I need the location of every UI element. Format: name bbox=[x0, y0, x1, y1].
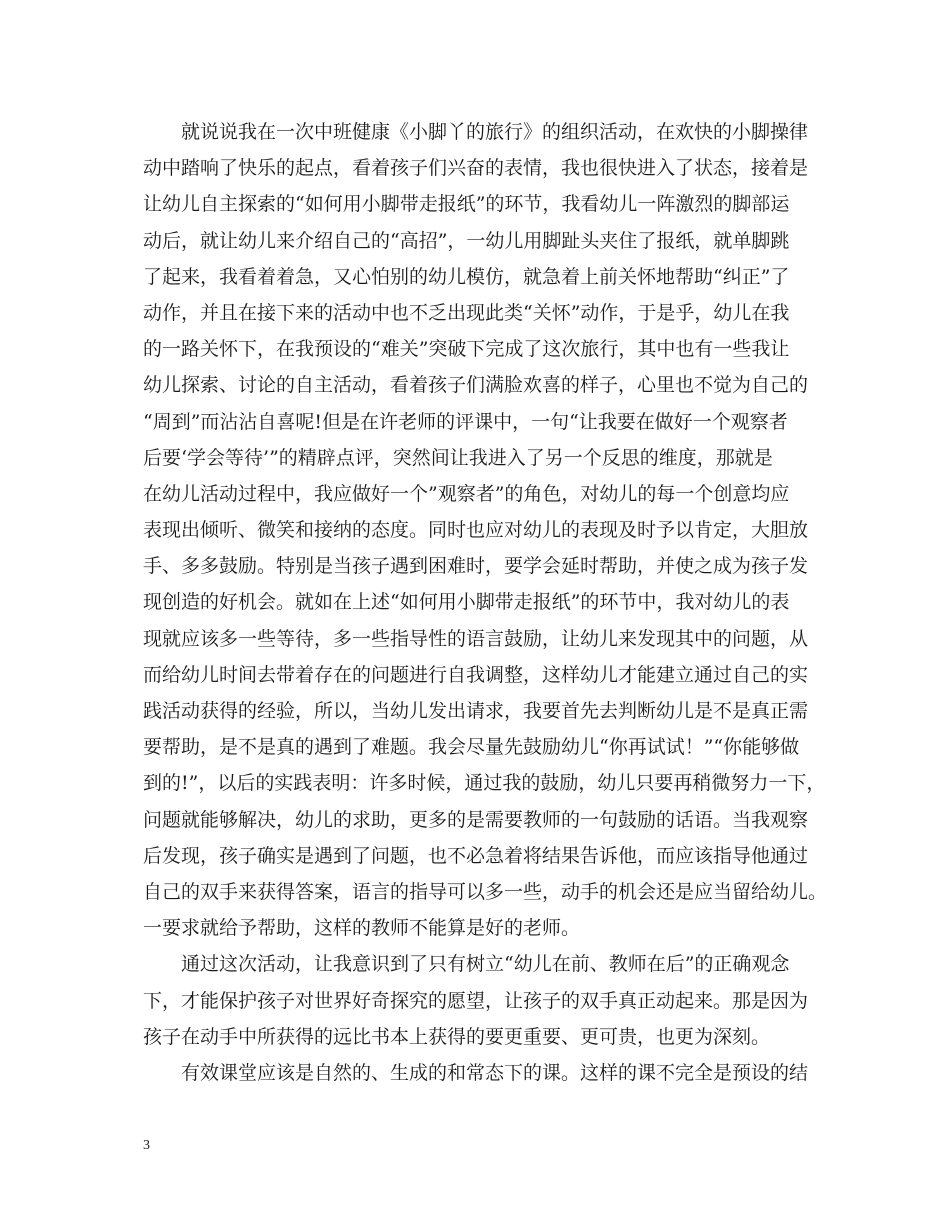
text-line-7: 的一路关怀下，在我预设的“难关”突破下完成了这次旅行，其中也有一些我让 bbox=[143, 338, 790, 361]
text-line-23: 一要求就给予帮助，这样的教师不能算是好的老师。 bbox=[143, 917, 581, 940]
text-line-1: 就说说我在一次中班健康《小脚丫的旅行》的组织活动，在欢快的小脚操律 bbox=[181, 121, 809, 143]
text-line-13: 手、多多鼓励。特别是当孩子遇到困难时，要学会延时帮助，并使之成为孩子发 bbox=[143, 555, 809, 578]
text-line-18: 要帮助，是不是真的遇到了难题。我会尽量先鼓励幼儿“你再试试！”“你能够做 bbox=[143, 736, 800, 759]
text-line-22: 自己的双手来获得答案，语言的指导可以多一些，动手的机会还是应当留给幼儿。 bbox=[143, 880, 828, 903]
text-line-11: 在幼儿活动过程中，我应做好一个”观察者”的角色，对幼儿的每一个创意均应 bbox=[143, 482, 790, 505]
text-line-27: 有效课堂应该是自然的、生成的和常态下的课。这样的课不完全是预设的结 bbox=[181, 1061, 809, 1084]
text-line-12: 表现出倾听、微笑和接纳的态度。同时也应对幼儿的表现及时予以肯定，大胆放 bbox=[143, 519, 809, 542]
text-line-9: “周到”而沾沾自喜呢!但是在许老师的评课中，一句“让我要在做好一个观察者 bbox=[143, 410, 788, 433]
text-line-24: 通过这次活动，让我意识到了只有树立“幼儿在前、教师在后”的正确观念 bbox=[181, 953, 790, 976]
text-line-8: 幼儿探索、讨论的自主活动，看着孩子们满脸欢喜的样子，心里也不觉为自己的 bbox=[143, 374, 809, 397]
text-line-6: 动作，并且在接下来的活动中也不乏出现此类“关怀”动作，于是乎，幼儿在我 bbox=[143, 301, 790, 324]
text-line-2: 动中踏响了快乐的起点，看着孩子们兴奋的表情，我也很快进入了状态，接着是 bbox=[143, 157, 809, 180]
text-line-17: 践活动获得的经验，所以，当幼儿发出请求，我要首先去判断幼儿是不是真正需 bbox=[143, 700, 809, 722]
text-line-10: 后要‘学会等待’”的精辟点评，突然间让我进入了另一个反思的维度，那就是 bbox=[143, 446, 773, 469]
document-body bbox=[143, 114, 828, 1091]
text-line-5: 了起来，我看着着急，又心怕别的幼儿模仿，就急着上前关怀地帮助“纠正”了 bbox=[143, 265, 790, 288]
text-line-26: 孩子在动手中所获得的远比书本上获得的要更重要、更可贵，也更为深刻。 bbox=[143, 1025, 771, 1048]
text-line-14: 现创造的好机会。就如在上述“如何用小脚带走报纸”的环节中，我对幼儿的表 bbox=[143, 591, 790, 614]
text-line-16: 而给幼儿时间去带着存在的问题进行自我调整，这样幼儿才能建立通过自己的实 bbox=[143, 663, 809, 686]
text-line-19: 到的!”，以后的实践表明：许多时候，通过我的鼓励，幼儿只要再稍微努力一下， bbox=[143, 772, 826, 795]
text-line-3: 让幼儿自主探索的“如何用小脚带走报纸”的环节，我看幼儿一阵激烈的脚部运 bbox=[143, 193, 790, 216]
text-line-25: 下，才能保护孩子对世界好奇探究的愿望，让孩子的双手真正动起来。那是因为 bbox=[143, 989, 809, 1012]
page-number: 3 bbox=[143, 1138, 150, 1153]
text-line-15: 现就应该多一些等待，多一些指导性的语言鼓励，让幼儿来发现其中的问题，从 bbox=[143, 627, 809, 650]
text-line-4: 动后，就让幼儿来介绍自己的“高招”，一幼儿用脚趾头夹住了报纸，就单脚跳 bbox=[143, 229, 790, 252]
text-line-21: 后发现，孩子确实是遇到了问题，也不必急着将结果告诉他，而应该指导他通过 bbox=[143, 844, 809, 867]
text-line-20: 问题就能够解决，幼儿的求助，更多的是需要教师的一句鼓励的话语。当我观察 bbox=[143, 808, 809, 831]
